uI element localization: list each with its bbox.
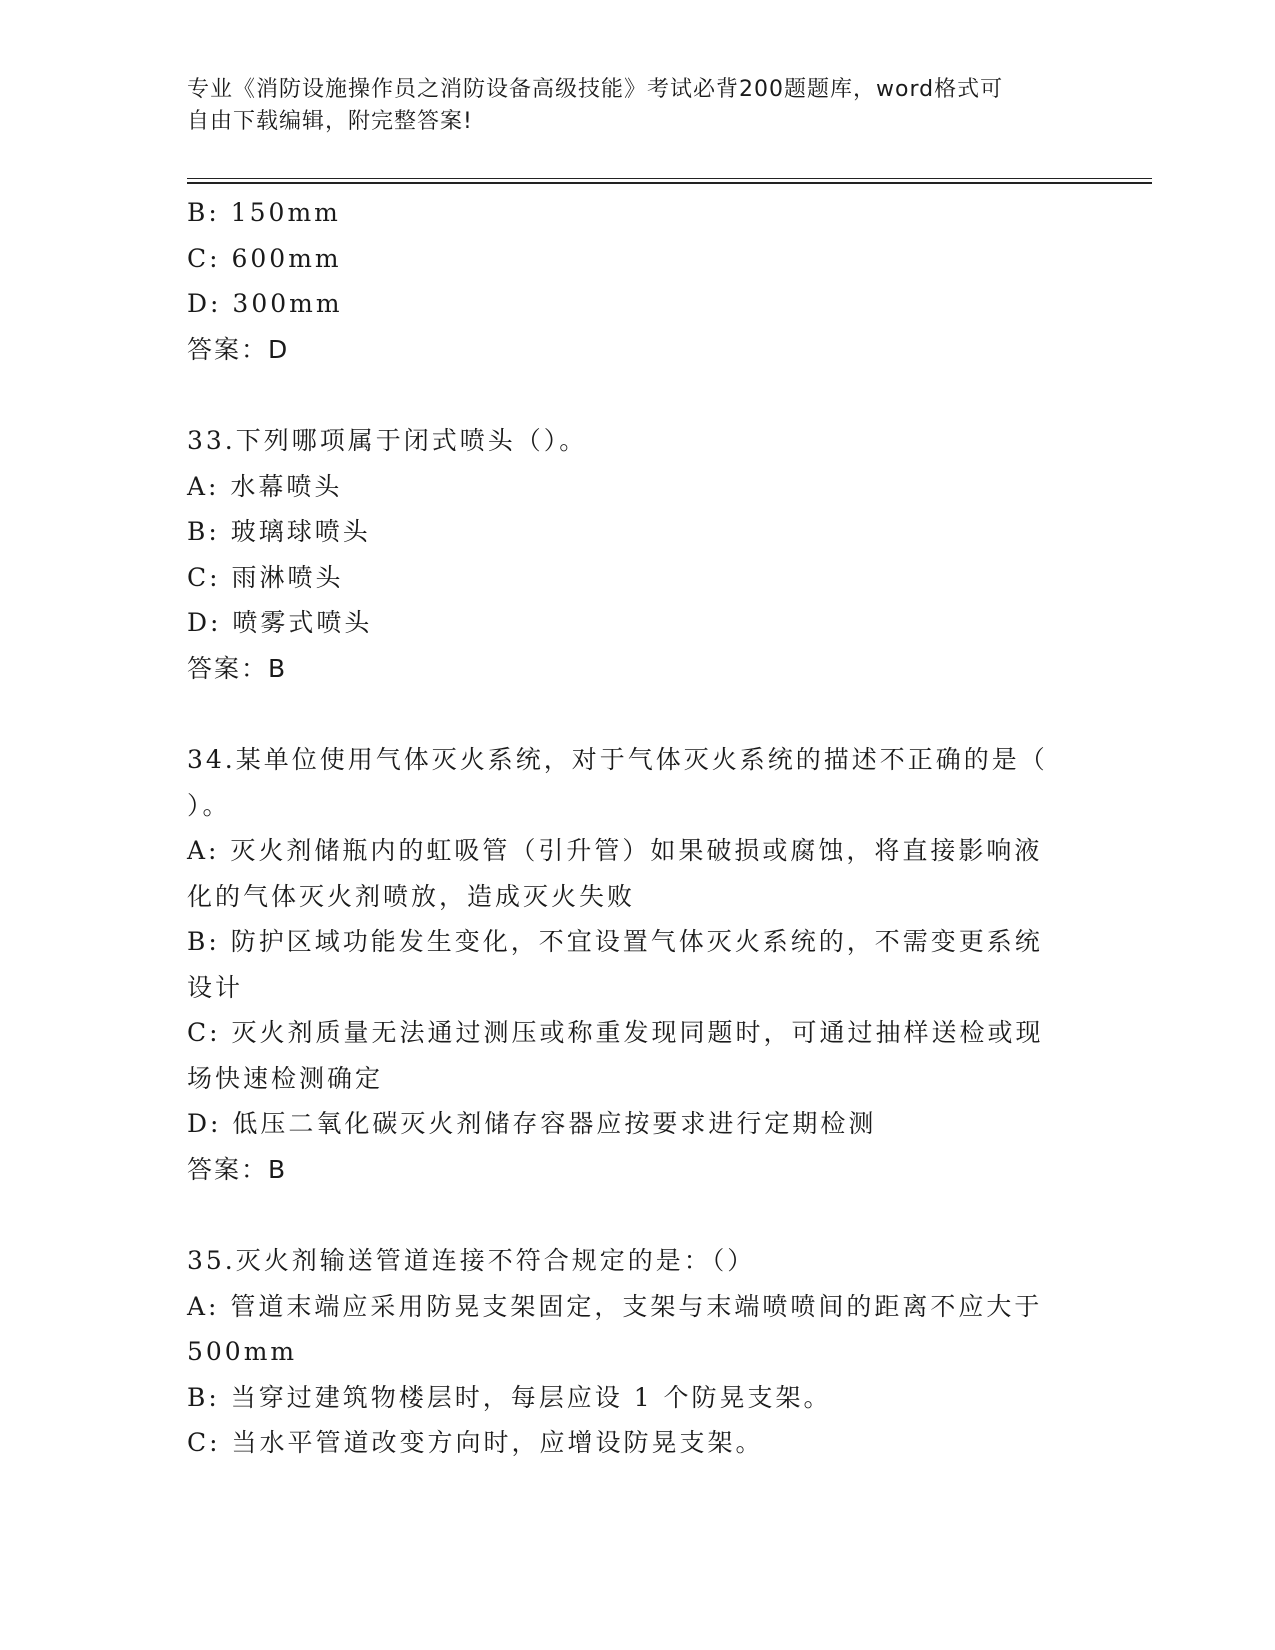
option-b: B: 玻璃球喷头 [187,517,371,546]
answer-line: 答案：B [187,1154,288,1184]
option-d: D: 300mm [187,289,343,318]
answer-line: 答案：B [187,653,288,683]
previous-question-block [187,190,1077,372]
question-33-block [187,418,1077,691]
question-stem: 33.下列哪项属于闭式喷头（）。 [187,426,588,455]
option-c-continued: 场快速检测确定 [187,1063,384,1093]
question-35-block [187,1238,1077,1466]
question-stem: 34.某单位使用气体灭火系统，对于气体灭火系统的描述不正确的是（ [187,745,1048,774]
option-d: D: 喷雾式喷头 [187,608,373,637]
document-header [187,74,1067,138]
option-c: C: 灭火剂质量无法通过测压或称重发现同题时，可通过抽样送检或现 [187,1018,1044,1047]
option-c: C: 600mm [187,243,342,273]
option-a: A: 灭火剂储瓶内的虹吸管（引升管）如果破损或腐蚀，将直接影响液 [187,836,1043,865]
question-34-block [187,737,1077,1192]
option-b: B: 当穿过建筑物楼层时，每层应设 1 个防晃支架。 [187,1382,832,1412]
option-a-continued: 500mm [187,1337,298,1366]
answer-line: 答案：D [187,334,290,364]
header-divider-thin [187,178,1152,179]
option-b-continued: 设计 [187,972,244,1002]
option-a: A: 水幕喷头 [187,471,343,501]
option-a: A: 管道末端应采用防晃支架固定，支架与末端喷喷间的距离不应大于 [187,1291,1043,1321]
question-content [187,190,1077,1466]
header-line-1: 专业《消防设施操作员之消防设备高级技能》考试必背200题题库，word格式可 [187,77,1004,102]
option-c: C: 雨淋喷头 [187,562,344,592]
header-divider-thick [187,182,1152,184]
option-b: B: 150mm [187,198,341,227]
option-b: B: 防护区域功能发生变化，不宜设置气体灭火系统的，不需变更系统 [187,927,1043,956]
question-stem-continued: ）。 [187,790,231,820]
header-line-2: 自由下载编辑，附完整答案! [187,109,473,134]
option-d: D: 低压二氧化碳灭火剂储存容器应按要求进行定期检测 [187,1109,877,1138]
question-stem: 35.灭火剂输送管道连接不符合规定的是：（） [187,1246,756,1275]
option-a-continued: 化的气体灭火剂喷放，造成灭火失败 [187,881,636,911]
option-c: C: 当水平管道改变方向时，应增设防晃支架。 [187,1428,764,1457]
